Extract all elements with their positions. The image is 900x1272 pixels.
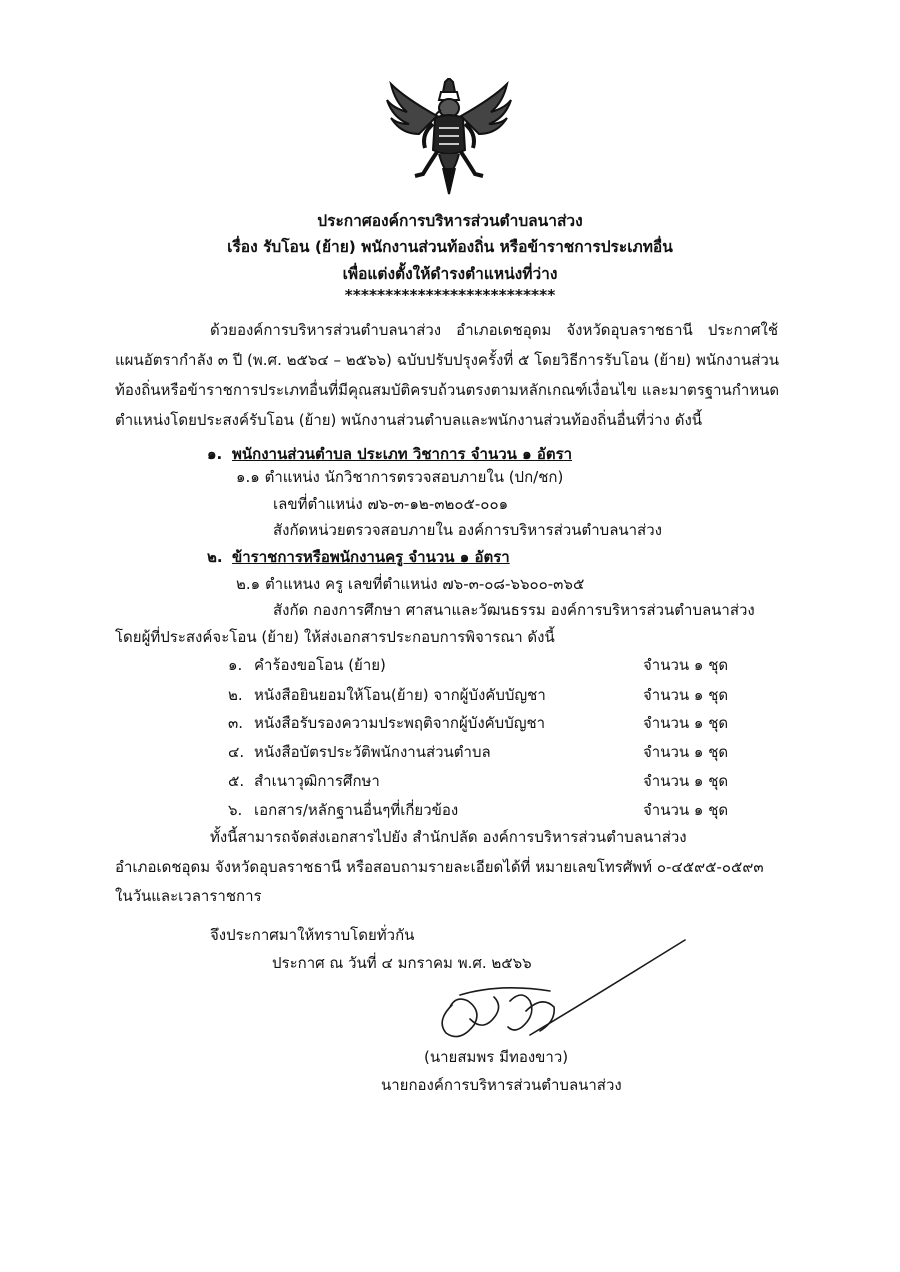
document-quantity: จำนวน ๑ ชุด bbox=[643, 656, 729, 674]
intro-line-2: แผนอัตรากำลัง ๓ ปี (พ.ศ. ๒๕๖๔ – ๒๕๖๖) ฉบับปรับปรุงครั้งที่ ๕ โดยวิธีการรับโอน (ย้าย) พนักงานส่วน bbox=[115, 351, 780, 369]
document-number: ๑. bbox=[228, 656, 243, 674]
document-number: ๕. bbox=[228, 772, 245, 790]
document-quantity: จำนวน ๑ ชุด bbox=[643, 772, 729, 790]
header-separator: ************************** bbox=[344, 286, 556, 304]
garuda-emblem-icon bbox=[385, 78, 513, 196]
intro-line-3: ท้องถิ่นหรือข้าราชการประเภทอื่นที่มีคุณสมบัติครบถ้วนตรงตามหลักเกณฑ์เงื่อนไข และมาตรฐานกำหนด bbox=[115, 381, 780, 399]
closing-announcement: จึงประกาศมาให้ทราบโดยทั่วกัน bbox=[210, 926, 415, 944]
contact-line-2: อำเภอเดชอุดม จังหวัดอุบลราชธานี หรือสอบถามรายละเอียดได้ที่ หมายเลขโทรศัพท์ ๐-๔๕๙๕-๐๕๙๓ bbox=[115, 858, 764, 876]
position-2-number: ๒. bbox=[207, 548, 223, 566]
signatory-title: นายกองค์การบริหารส่วนตำบลนาส่วง bbox=[381, 1076, 622, 1094]
document-number: ๒. bbox=[228, 686, 243, 704]
position-1-detail-3: สังกัดหน่วยตรวจสอบภายใน องค์การบริหารส่วนตำบลนาส่วง bbox=[273, 521, 662, 539]
announcement-title: ประกาศองค์การบริหารส่วนตำบลนาส่วง bbox=[317, 212, 583, 230]
documents-intro: โดยผู้ที่ประสงค์จะโอน (ย้าย) ให้ส่งเอกสารประกอบการพิจารณา ดังนี้ bbox=[115, 628, 555, 646]
signature-icon bbox=[430, 935, 690, 1050]
document-name: หนังสือรับรองความประพฤติจากผู้บังคับบัญชา bbox=[254, 714, 546, 732]
document-name: หนังสือยินยอมให้โอน(ย้าย) จากผู้บังคับบัญชา bbox=[254, 686, 546, 704]
document-quantity: จำนวน ๑ ชุด bbox=[643, 743, 729, 761]
document-name: สำเนาวุฒิการศึกษา bbox=[254, 772, 380, 790]
document-quantity: จำนวน ๑ ชุด bbox=[643, 801, 729, 819]
document-number: ๖. bbox=[228, 801, 243, 819]
contact-line-1: ทั้งนี้สามารถจัดส่งเอกสารไปยัง สำนักปลัด องค์การบริหารส่วนตำบลนาส่วง bbox=[210, 828, 687, 846]
document-quantity: จำนวน ๑ ชุด bbox=[643, 686, 729, 704]
position-2-detail-2: สังกัด กองการศึกษา ศาสนาและวัฒนธรรม องค์การบริหารส่วนตำบลนาส่วง bbox=[273, 601, 755, 619]
contact-line-3: ในวันและเวลาราชการ bbox=[115, 887, 262, 905]
position-1-detail-1: ๑.๑ ตำแหน่ง นักวิชาการตรวจสอบภายใน (ปก/ชก) bbox=[236, 468, 564, 486]
announcement-date: ประกาศ ณ วันที่ ๔ มกราคม พ.ศ. ๒๕๖๖ bbox=[272, 954, 532, 972]
document-name: เอกสาร/หลักฐานอื่นๆที่เกี่ยวข้อง bbox=[254, 801, 459, 819]
announcement-subject: เรื่อง รับโอน (ย้าย) พนักงานส่วนท้องถิ่น หรือข้าราชการประเภทอื่น bbox=[227, 238, 673, 256]
intro-line-1: ด้วยองค์การบริหารส่วนตำบลนาส่วง อำเภอเดชอุดม จังหวัดอุบลราชธานี ประกาศใช้ bbox=[210, 321, 778, 339]
signatory-name: (นายสมพร มีทองขาว) bbox=[424, 1048, 569, 1066]
position-1-number: ๑. bbox=[207, 445, 223, 463]
document-name: คำร้องขอโอน (ย้าย) bbox=[254, 656, 386, 674]
position-2-detail-1: ๒.๑ ตำแหนง ครู เลขที่ตำแหน่ง ๗๖-๓-๐๘-๖๖๐๐-๓๖๕ bbox=[236, 575, 585, 593]
intro-line-4: ตำแหน่งโดยประสงค์รับโอน (ย้าย) พนักงานส่วนตำบลและพนักงานส่วนท้องถิ่นอื่นที่ว่าง ดังนี้ bbox=[115, 411, 703, 429]
position-1-heading: พนักงานส่วนตำบล ประเภท วิชาการ จำนวน ๑ อัตรา bbox=[232, 445, 573, 463]
document-number: ๔. bbox=[228, 743, 245, 761]
position-2-heading: ข้าราชการหรือพนักงานครู จำนวน ๑ อัตรา bbox=[232, 548, 510, 566]
position-1-detail-2: เลขที่ตำแหน่ง ๗๖-๓-๑๒-๓๒๐๕-๐๐๑ bbox=[273, 495, 509, 513]
document-quantity: จำนวน ๑ ชุด bbox=[643, 714, 729, 732]
document-name: หนังสือบัตรประวัติพนักงานส่วนตำบล bbox=[254, 743, 491, 761]
announcement-purpose: เพื่อแต่งตั้งให้ดำรงตำแหน่งที่ว่าง bbox=[342, 265, 558, 283]
document-number: ๓. bbox=[228, 714, 244, 732]
